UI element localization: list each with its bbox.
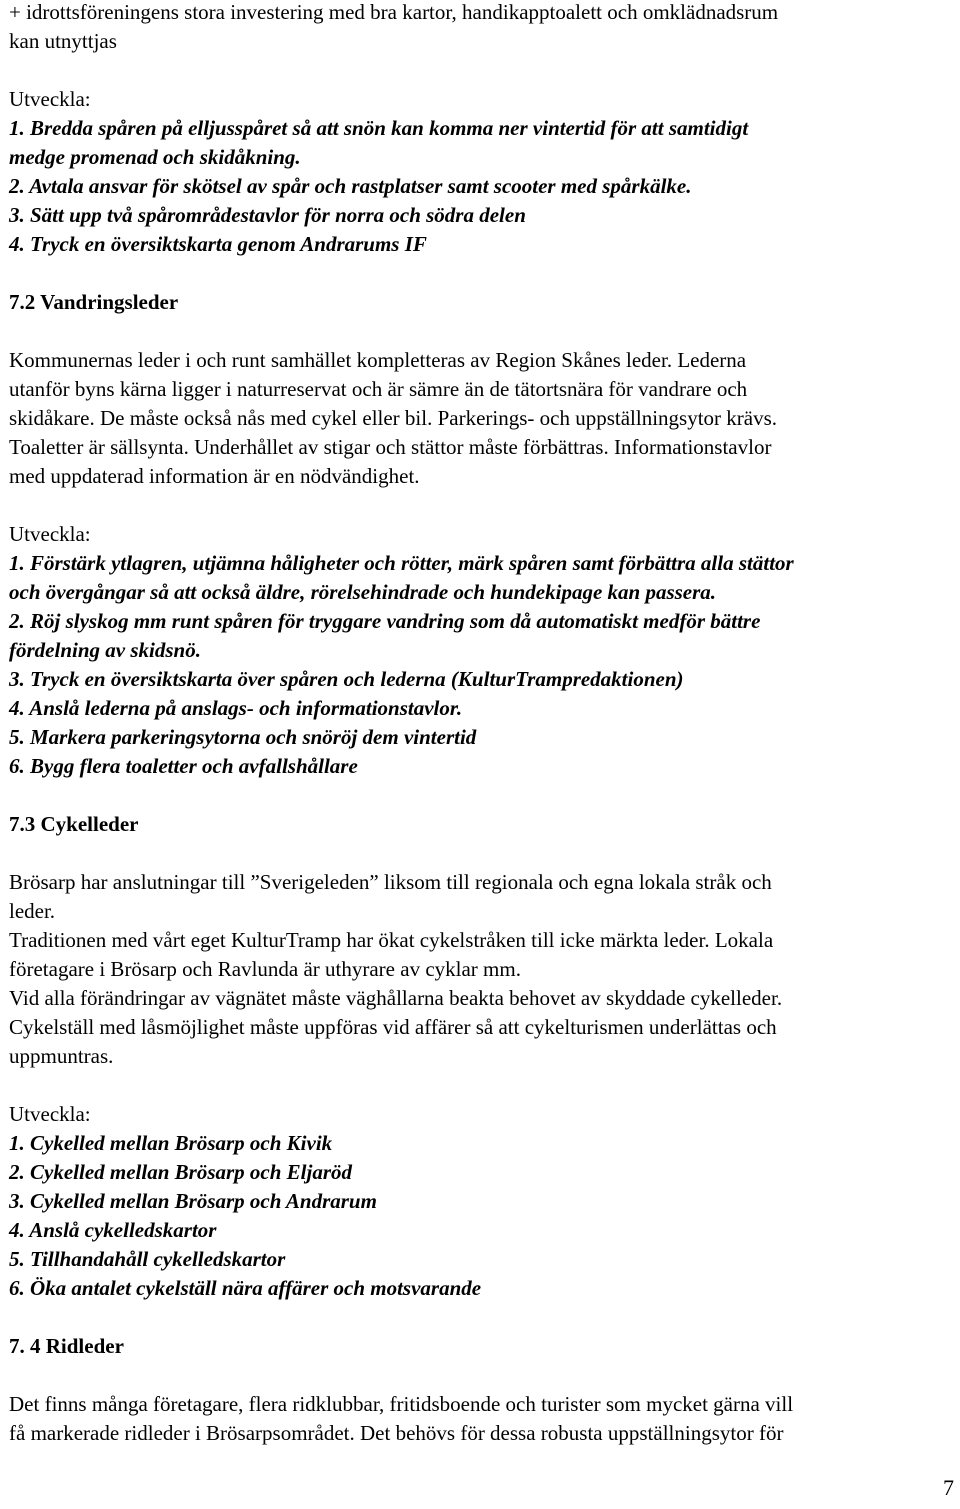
paragraph-line: få markerade ridleder i Brösarpsområdet. Det behövs för dessa robusta uppställningsytor för xyxy=(9,1421,784,1445)
develop-item: 1. Bredda spåren på elljusspåret så att snön kan komma ner vintertid för att samtidigt xyxy=(9,116,749,140)
develop-item: 4. Tryck en översiktskarta genom Andrarums IF xyxy=(9,232,427,256)
paragraph-line: leder. xyxy=(9,899,56,923)
paragraph-line: utanför byns kärna ligger i naturreservat och är sämre än de tätortsnära för vandrare och xyxy=(9,377,748,401)
develop-heading: Utveckla: xyxy=(9,87,91,111)
intro-line-2: kan utnyttjas xyxy=(9,29,117,53)
intro-line-1: + idrottsföreningens stora investering med bra kartor, handikapptoalett och omklädnadsrum xyxy=(9,0,779,24)
paragraph-line: Brösarp har anslutningar till ”Sverigeleden” liksom till regionala och egna lokala stråk och xyxy=(9,870,772,894)
develop-item: 4. Anslå lederna på anslags- och informationstavlor. xyxy=(9,696,463,720)
develop-item: 5. Tillhandahåll cykelledskartor xyxy=(9,1247,286,1271)
develop-item: 1. Förstärk ytlagren, utjämna håligheter och rötter, märk spåren samt förbättra alla stättor xyxy=(9,551,794,575)
develop-item: 6. Bygg flera toaletter och avfallshållare xyxy=(9,754,358,778)
paragraph-line: Traditionen med vårt eget KulturTramp har ökat cykelstråken till icke märkta leder. Lokala xyxy=(9,928,774,952)
paragraph-line: Kommunernas leder i och runt samhället kompletteras av Region Skånes leder. Lederna xyxy=(9,348,747,372)
develop-item: 3. Cykelled mellan Brösarp och Andrarum xyxy=(9,1189,377,1213)
develop-item: 2. Cykelled mellan Brösarp och Eljaröd xyxy=(9,1160,353,1184)
develop-item: 4. Anslå cykelledskartor xyxy=(9,1218,217,1242)
develop-item: 3. Sätt upp två spårområdestavlor för norra och södra delen xyxy=(9,203,526,227)
section-heading-cykelleder: 7.3 Cykelleder xyxy=(9,812,139,836)
section-heading-vandringsleder: 7.2 Vandringsleder xyxy=(9,290,179,314)
develop-item: 5. Markera parkeringsytorna och snöröj dem vintertid xyxy=(9,725,477,749)
develop-item: 1. Cykelled mellan Brösarp och Kivik xyxy=(9,1131,333,1155)
paragraph-line: skidåkare. De måste också nås med cykel eller bil. Parkerings- och uppställningsytor krävs. xyxy=(9,406,778,430)
document-page xyxy=(9,0,953,1448)
paragraph-line: uppmuntras. xyxy=(9,1044,114,1068)
develop-heading: Utveckla: xyxy=(9,522,91,546)
develop-item: och övergångar så att också äldre, rörelsehindrade och hundekipage kan passera. xyxy=(9,580,717,604)
develop-item: fördelning av skidsnö. xyxy=(9,638,201,662)
paragraph-line: Cykelställ med låsmöjlighet måste uppföras vid affärer så att cykelturismen underlättas och xyxy=(9,1015,777,1039)
develop-heading: Utveckla: xyxy=(9,1102,91,1126)
develop-item: 2. Avtala ansvar för skötsel av spår och rastplatser samt scooter med spårkälke. xyxy=(9,174,692,198)
paragraph-line: Vid alla förändringar av vägnätet måste väghållarna beakta behovet av skyddade cykelleder. xyxy=(9,986,783,1010)
develop-item: 6. Öka antalet cykelställ nära affärer och motsvarande xyxy=(9,1276,482,1300)
paragraph-line: Det finns många företagare, flera ridklubbar, fritidsboende och turister som mycket gärna vill xyxy=(9,1392,794,1416)
paragraph-line: företagare i Brösarp och Ravlunda är uthyrare av cyklar mm. xyxy=(9,957,521,981)
paragraph-line: Toaletter är sällsynta. Underhållet av stigar och stättor måste förbättras. Informationstavlor xyxy=(9,435,772,459)
page-number: 7 xyxy=(943,1475,954,1500)
section-heading-ridleder: 7. 4 Ridleder xyxy=(9,1334,124,1358)
develop-item: medge promenad och skidåkning. xyxy=(9,145,301,169)
develop-item: 2. Röj slyskog mm runt spåren för tryggare vandring som då automatiskt medför bättre xyxy=(9,609,761,633)
develop-item: 3. Tryck en översiktskarta över spåren och lederna (KulturTrampredaktionen) xyxy=(9,667,684,691)
paragraph-line: med uppdaterad information är en nödvändighet. xyxy=(9,464,420,488)
